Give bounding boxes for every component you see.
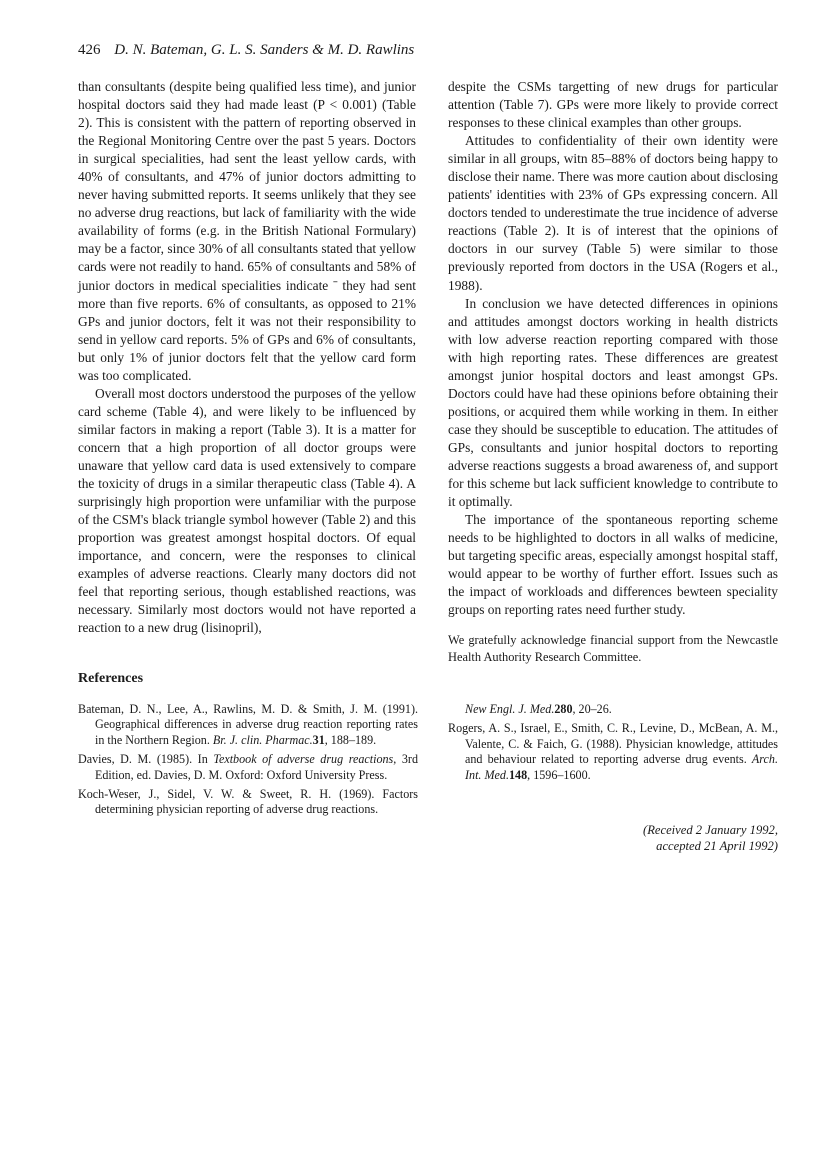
right-text-column	[448, 78, 778, 665]
reference-item: Koch-Weser, J., Sidel, V. W. & Sweet, R. H. (1969). Factors determining physician reporting of adverse drug reactions.	[78, 787, 418, 817]
reference-item: Davies, D. M. (1985). In Textbook of adverse drug reactions, 3rd Edition, ed. Davies, D. M. Oxford: Oxford University Press.	[78, 752, 418, 782]
body-paragraph: despite the CSMs targetting of new drugs for particular attention (Table 7). GPs were more likely to provide correct responses to these clinical examples than other groups.	[448, 79, 778, 131]
page-number: 426	[78, 42, 101, 58]
received-line: (Received 2 January 1992,	[643, 823, 778, 837]
body-paragraph: The importance of the spontaneous reporting scheme needs to be highlighted to doctors in all walks of medicine, but targeting specific areas, especially amongst hospital staff, would appear to be worthy of further effort. Issues such as the impact of workloads and differences bewteen speciality groups on reporting rates need further study.	[448, 512, 778, 618]
running-authors: D. N. Bateman, G. L. S. Sanders & M. D. Rawlins	[114, 42, 415, 58]
references-left-column	[78, 702, 418, 822]
acknowledgement: We gratefully acknowledge financial support from the Newcastle Health Authority Research Committee.	[448, 633, 778, 664]
reference-item: Rogers, A. S., Israel, E., Smith, C. R., Levine, D., McBean, A. M., Valente, C. & Faich, G. (1988). Physician knowledge, attitudes and behaviour related to reporting adverse drug events. Arch. Int. Med.148, 1596–1600.	[448, 721, 778, 782]
references-right-column	[448, 702, 778, 787]
reference-continuation: New Engl. J. Med.280, 20–26.	[465, 702, 612, 716]
body-paragraph: Overall most doctors understood the purposes of the yellow card scheme (Table 4), and were likely to be influenced by similar factors in making a report (Table 3). It is a matter for concern that a high proportion of all doctor groups were unaware that yellow card data is used extensively to compare the toxicity of drugs in a similar therapeutic class (Table 4). A surprisingly high proportion were unfamiliar with the purpose of the CSM's black triangle symbol however (Table 2) and this proportion was greatest amongst hospital doctors. Of equal importance, and concern, were the responses to clinical examples of adverse reactions. Clearly many doctors did not feel that reporting serious, though established reactions, was necessary. Similarly most doctors would not have reported a reaction to a new drug (lisinopril),	[78, 385, 416, 636]
reference-item: Bateman, D. N., Lee, A., Rawlins, M. D. & Smith, J. M. (1991). Geographical differences in adverse drug reaction reporting rates in the Northern Region. Br. J. clin. Pharmac.31, 188–189.	[78, 702, 418, 747]
body-paragraph: In conclusion we have detected differences in opinions and attitudes amongst doctors working in health districts with low adverse reaction reporting compared with those with high reporting rates. These differences are greatest amongst junior hospital doctors and least amongst GPs. Doctors could have had these opinions before obtaining their positions, or acquired them while working in them. In either case they should be susceptible to education. The attitudes of GPs, consultants and junior hospital doctors to reporting adverse reactions suggests a broad awareness of, and support for this scheme but lack sufficient knowledge to contribute to it optimally.	[448, 295, 778, 510]
running-header	[78, 42, 414, 59]
left-text-column	[78, 78, 416, 637]
accepted-line: accepted 21 April 1992)	[656, 839, 778, 853]
received-date	[448, 822, 778, 854]
body-paragraph: Attitudes to confidentiality of their own identity were similar in all groups, witn 85–88% of doctors being happy to disclose their name. There was more caution about disclosing patients' identities with 23% of GPs expressing concern. All doctors tended to underestimate the true incidence of adverse reactions (Table 2). It is of interest that the opinions of doctors in our survey (Table 5) were similar to those previously reported from doctors in the USA (Rogers et al., 1988).	[448, 133, 778, 293]
body-paragraph: than consultants (despite being qualified less time), and junior hospital doctors said they had made least (P < 0.001) (Table 2). This is consistent with the pattern of reporting observed in the Regional Monitoring Centre over the past 5 years. Doctors in surgical specialities, had sent the least yellow cards, with 40% of consultants, and 47% of junior doctors admitting to never having submitted reports. It seems unlikely that they see no adverse drug reactions, but lack of familiarity with the wide availability of forms (e.g. in the British National Formulary) may be a factor, since 30% of all consultants stated that yellow cards were not readily to hand. 65% of consultants and 58% of junior doctors in medical specialities indicate ˉ they had sent more than five reports. 6% of consultants, as opposed to 21% GPs and junior doctors, felt it was not their responsibility to send in yellow card reports. 5% of GPs and 6% of consultants, but only 1% of junior doctors felt that the yellow card form was too complicated.	[78, 79, 416, 383]
references-heading: References	[78, 671, 144, 686]
